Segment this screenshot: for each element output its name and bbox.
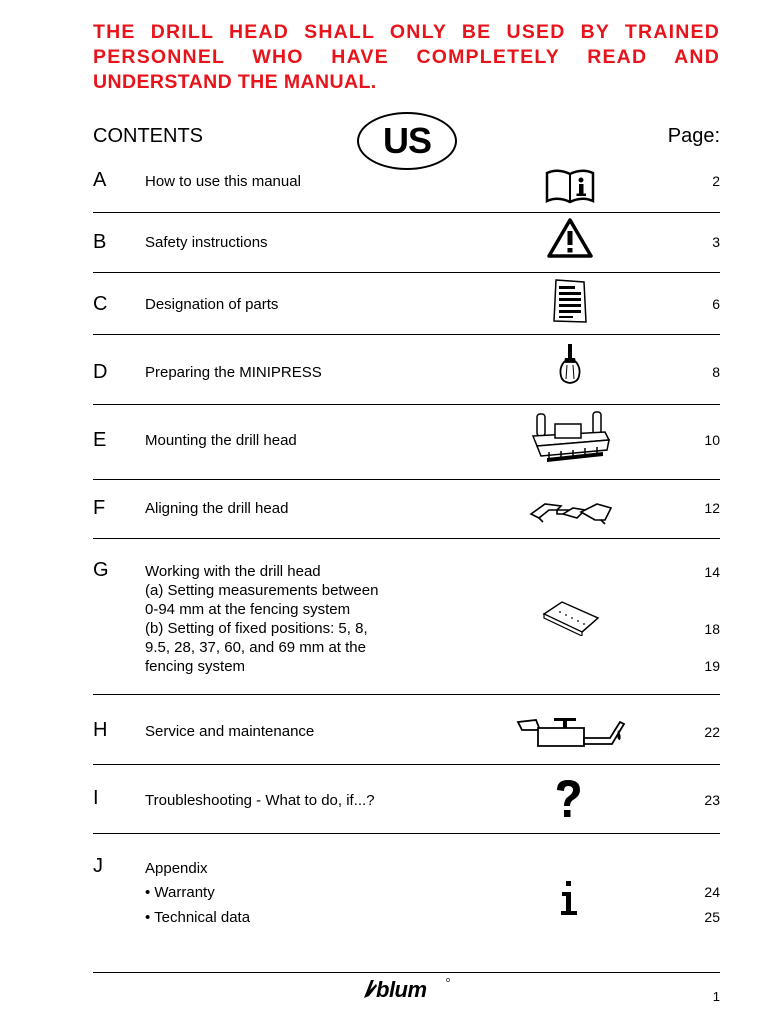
divider: [93, 334, 720, 335]
question-mark-icon: [552, 778, 584, 820]
divider: [93, 764, 720, 765]
divider: [93, 479, 720, 480]
toc-label: Troubleshooting - What to do, if...?: [145, 792, 375, 809]
brand-wordmark: blum: [376, 977, 427, 1002]
toc-page-warranty: 24: [704, 884, 720, 900]
toc-letter: E: [93, 429, 107, 451]
blum-logo: [362, 976, 452, 1002]
drill-head-icon: [527, 410, 613, 466]
toc-label: How to use this manual: [145, 173, 301, 190]
divider: [93, 272, 720, 273]
toc-letter: A: [93, 169, 107, 191]
warning-line-1: THE DRILL HEAD SHALL ONLY BE USED BY TRAINED: [93, 21, 720, 43]
warning-line-2: PERSONNEL WHO HAVE COMPLETELY READ AND: [93, 46, 720, 68]
toc-sublabel-a-line2: 0-94 mm at the fencing system: [145, 601, 351, 618]
toc-label: Appendix: [145, 860, 208, 877]
oil-can-icon: [516, 716, 626, 756]
toc-page: 2: [712, 173, 720, 189]
toc-letter: C: [93, 293, 108, 315]
warning-notice: [93, 20, 720, 95]
footer-divider: [93, 972, 720, 973]
manual-info-icon: [544, 168, 596, 204]
toc-label: Working with the drill head: [145, 563, 321, 580]
toc-label: Service and maintenance: [145, 723, 315, 740]
toc-page-technical-data: 25: [704, 909, 720, 925]
divider: [93, 212, 720, 213]
toc-page: 12: [704, 500, 720, 516]
region-badge: US: [357, 112, 457, 170]
toc-sublabel-b-line1: (b) Setting of fixed positions: 5, 8,: [145, 620, 368, 637]
toc-label: Preparing the MINIPRESS: [145, 364, 322, 381]
contents-heading: CONTENTS: [93, 125, 203, 147]
warning-triangle-icon: [546, 216, 594, 260]
toc-letter: B: [93, 231, 107, 253]
toc-label: Mounting the drill head: [145, 432, 297, 449]
toc-sublabel-a-line1: (a) Setting measurements between: [145, 582, 379, 599]
fence-ruler-icon: [540, 598, 600, 636]
info-icon: [558, 880, 580, 918]
toc-label: Safety instructions: [145, 234, 268, 251]
toc-page: 22: [704, 724, 720, 740]
appendix-item-warranty: • Warranty: [145, 884, 215, 901]
divider: [93, 694, 720, 695]
toc-page: 10: [704, 432, 720, 448]
toc-label: Designation of parts: [145, 296, 279, 313]
toc-page: 14: [704, 564, 720, 580]
parts-list-document-icon: [550, 278, 590, 324]
appendix-item-technical-data: • Technical data: [145, 909, 251, 926]
warning-line-3: UNDERSTAND THE MANUAL.: [93, 71, 377, 93]
divider: [93, 833, 720, 834]
toc-page: 8: [712, 364, 720, 380]
toc-page-sub-a: 18: [704, 621, 720, 637]
alignment-fence-icon: [527, 496, 613, 526]
toc-letter: J: [93, 855, 103, 877]
toc-page: 23: [704, 792, 720, 808]
toc-page: 6: [712, 296, 720, 312]
toc-letter: G: [93, 559, 109, 581]
screwdriver-icon: [556, 342, 584, 386]
toc-page: 3: [712, 234, 720, 250]
toc-label: Aligning the drill head: [145, 500, 289, 517]
page-column-heading: Page:: [667, 125, 720, 147]
toc-sublabel-b-line2: 9.5, 28, 37, 60, and 69 mm at the: [145, 639, 366, 656]
toc-sublabel-b-line3: fencing system: [145, 658, 246, 675]
divider: [93, 538, 720, 539]
divider: [93, 404, 720, 405]
page-number: 1: [712, 989, 720, 1004]
toc-page-sub-b: 19: [704, 658, 720, 674]
toc-letter: F: [93, 497, 106, 519]
toc-letter: I: [93, 787, 99, 809]
toc-letter: H: [93, 719, 108, 741]
toc-letter: D: [93, 361, 108, 383]
